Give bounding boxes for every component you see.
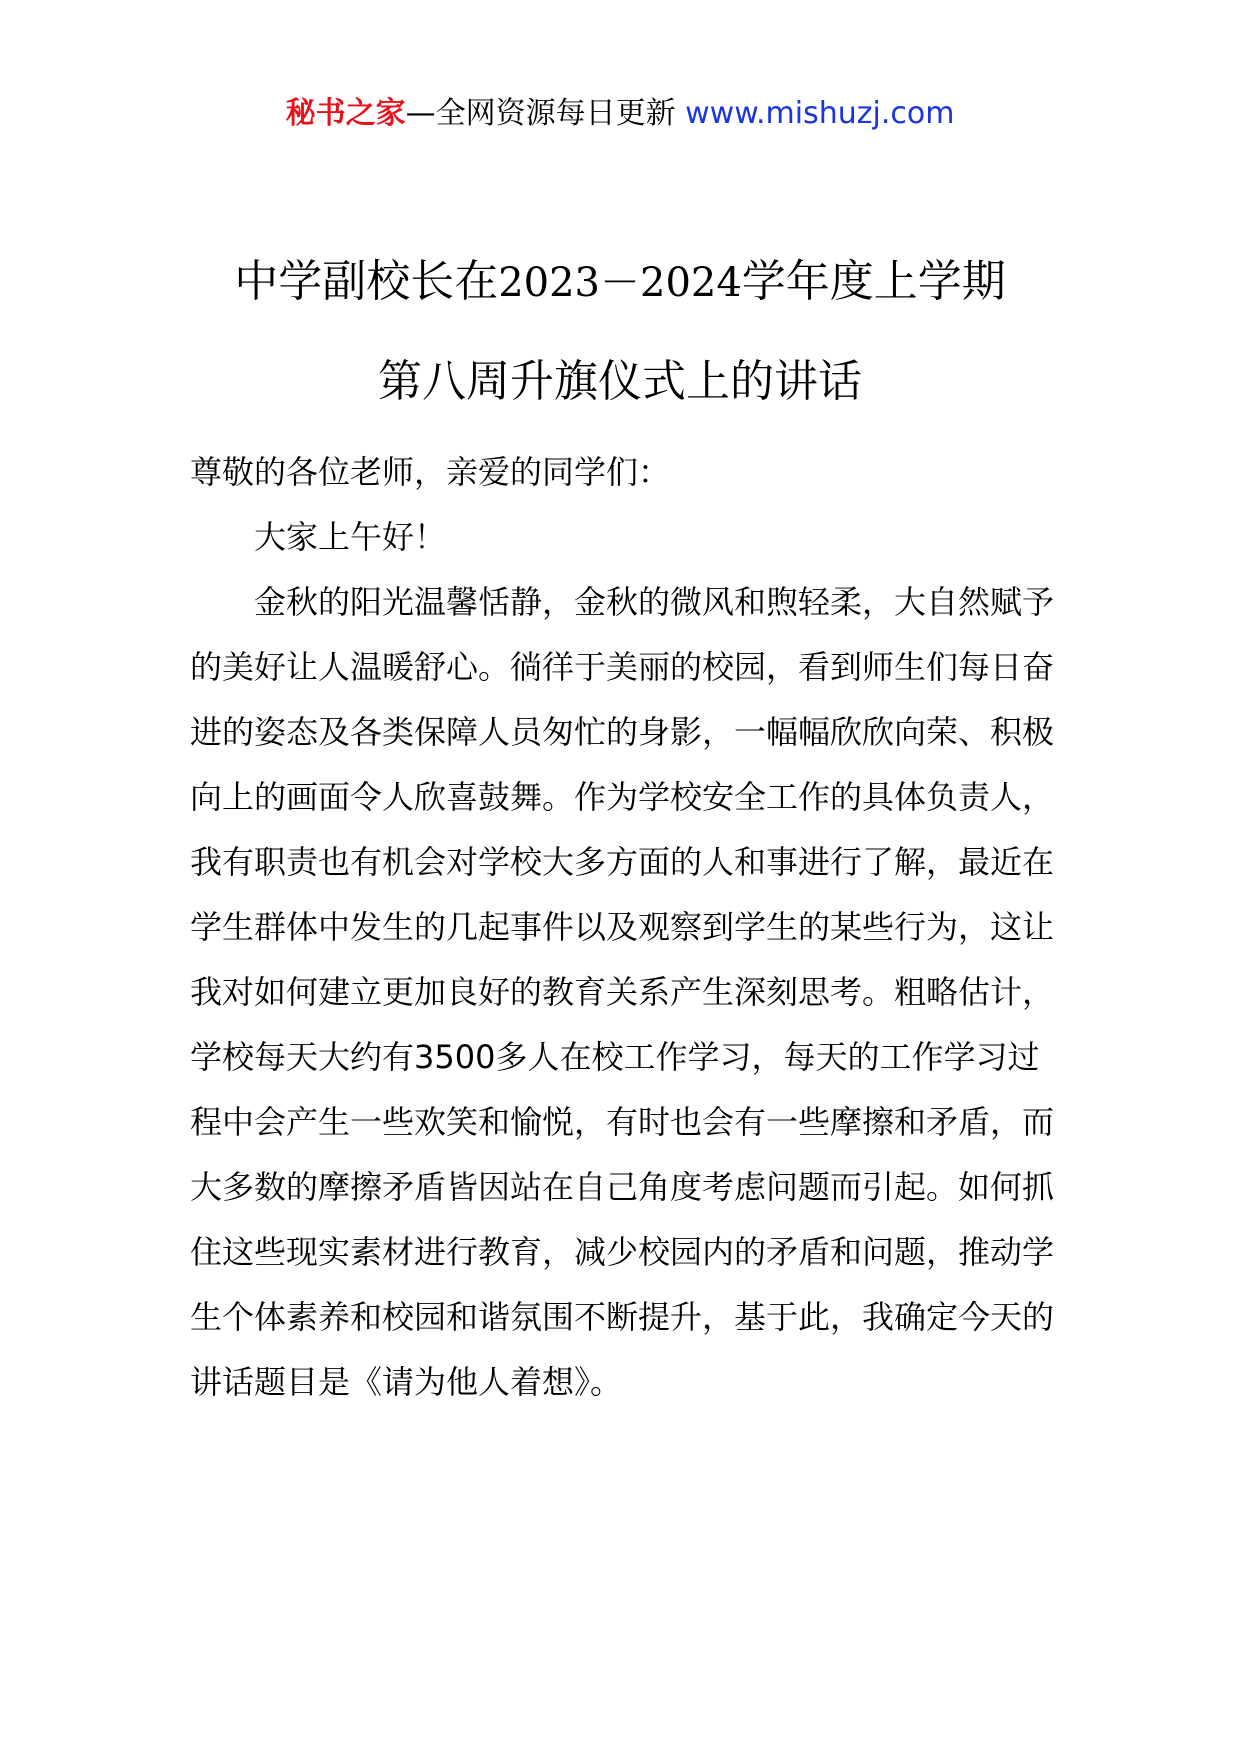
document-title-line-2: 第八周升旗仪式上的讲话 xyxy=(378,356,862,407)
document-title-line-1 xyxy=(0,252,1240,313)
body-paragraph: 金秋的阳光温馨恬静，金秋的微风和煦轻柔，大自然赋予的美好让人温暖舒心。徜徉于美丽的校园，看到师生们每日奋进的姿态及各类保障人员匆忙的身影，一幅幅欣欣向荣、积极向上的画面令人欣喜鼓舞。作为学校安全工作的具体负责人，我有职责也有机会对学校大多方面的人和事进行了解，最近在学生群体中发生的几起事件以及观察到学生的某些行为，这让我对如何建立更加良好的教育关系产生深刻思考。粗略估计，学校每天大约有3500多人在校工作学习，每天的工作学习过程中会产生一些欢笑和愉悦，有时也会有一些摩擦和矛盾，而大多数的摩擦矛盾皆因站在自己角度考虑问题而引起。如何抓住这些现实素材进行教育，减少校园内的矛盾和问题，推动学生个体素养和校园和谐氛围不断提升，基于此，我确定今天的讲话题目是《请为他人着想》。 xyxy=(190,583,1055,1401)
title-suffix: 学年度上学期 xyxy=(741,256,1006,307)
salutation: 尊敬的各位老师，亲爱的同学们： xyxy=(190,453,671,491)
speech-body xyxy=(190,440,1060,1415)
site-url-link[interactable]: www.mishuzj.com xyxy=(685,96,955,131)
brand-name: 秘书之家 xyxy=(285,96,406,131)
site-slogan: —全网资源每日更新 xyxy=(405,96,676,131)
title-prefix: 中学副校长在 xyxy=(234,256,499,307)
site-header xyxy=(0,94,1240,134)
greeting: 大家上午好！ xyxy=(254,518,447,556)
title-years: 2023－2024 xyxy=(498,260,742,306)
